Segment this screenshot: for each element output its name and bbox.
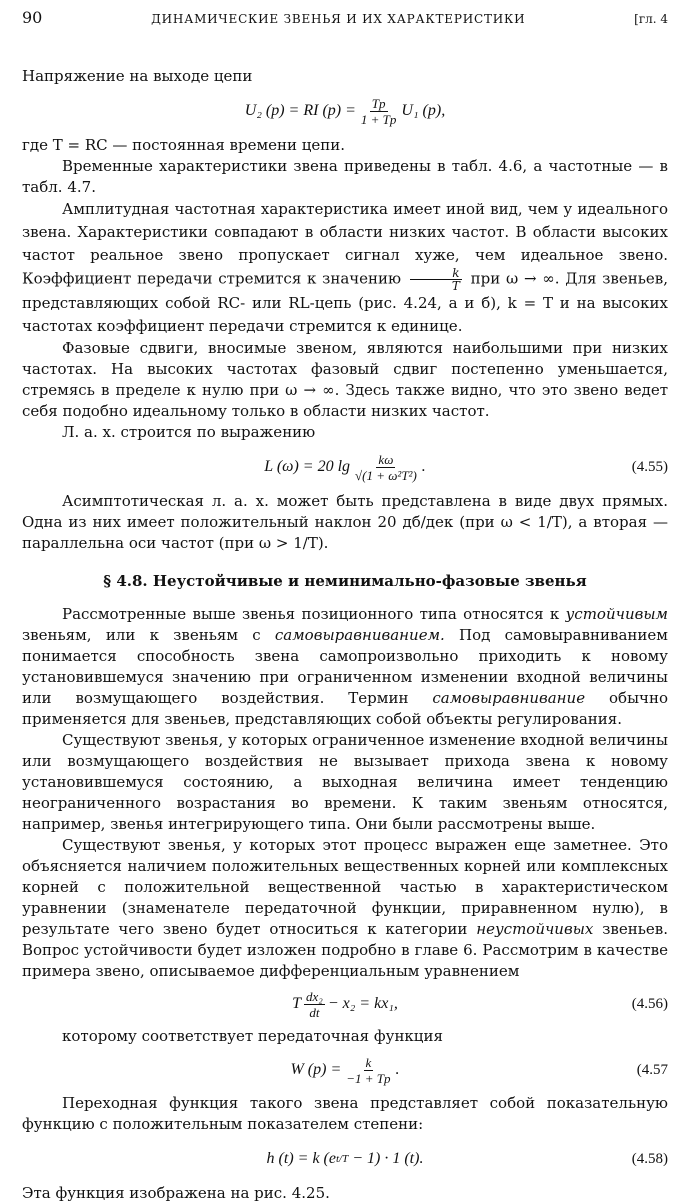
running-header [22, 8, 668, 36]
paragraph-amplitude [22, 198, 668, 338]
equation-voltage [22, 89, 668, 133]
fraction-denominator: 1 + Tp [360, 111, 397, 127]
fraction-numerator: k [410, 267, 461, 280]
paragraph-section-3-part-a: Существуют звенья, у которых этот процесс выражен еще заметнее. Это объясняется наличием положительных вещественных корней или комплексных корней с положительной вещественной частью в характеристическом уравнении (знаменателе передаточной функции, приравненном нулю), в результате чего звено будет относиться к категории [22, 836, 668, 938]
fraction-numerator: kω [378, 451, 394, 467]
page-number: 90 [22, 8, 43, 27]
paragraph-amplitude-part-a: Амплитудная частотная характеристика имеет иной вид, чем у идеального звена. Характеристики совпадают в области низких частот. В области высоких частот реальное звено пропускает сигнал хуже, чем идеальное звено. Коэффициент передачи стремится к значению [22, 200, 668, 288]
fraction-denominator: √(1 + ω²T²) [355, 467, 417, 483]
paragraph-phase: Фазовые сдвиги, вносимые звеном, являются наибольшими при низких частотах. На высоких частотах фазовый сдвиг постепенно уменьшается, стремясь в пределе к нулю при ω → ∞. Здесь также видно, что это звено ведет себя подобно идеальному только в области низких частот. [22, 339, 668, 420]
equation-4-58-lhs: h (t) = k (e [266, 1150, 336, 1167]
paragraph-section-2: Существуют звенья, у которых ограниченное изменение входной величины или возмущающего воздействия не вызывает прихода звена к новому установившемуся состоянию, а выходная величина имеет тенденцию неограниченного возрастания во времени. К таким звеньям относятся, например, звенья интегрирующего типа. Они были рассмотрены выше. [22, 731, 668, 833]
paragraph-where: где T = RC — постоянная времени цепи. [22, 136, 346, 154]
equation-voltage-rhs: U₁ (p), [401, 102, 446, 119]
fraction-numerator: dx₂ [306, 988, 323, 1004]
section-title: § 4.8. Неустойчивые и неминимально-фазовые звенья [103, 572, 587, 590]
equation-voltage-lhs: U₂ (p) = RI (p) = [244, 102, 356, 119]
fraction-denominator: dt [309, 1004, 320, 1020]
equation-4-55-fraction [353, 452, 419, 483]
equation-4-56 [22, 984, 668, 1024]
equation-number: (4.58) [631, 1150, 668, 1167]
paragraph-final: Эта функция изображена на рис. 4.25. [22, 1184, 330, 1202]
paragraph-section-1-part-c: Под самовыравниванием понимается способность звена самопроизвольно приходить к новому установившемуся значению при ограниченном изменении входной величины или возмущающего воздействия. Термин [22, 626, 668, 707]
equation-4-58-exponent: t/T [335, 1153, 349, 1165]
paragraph-section-1-part-a: Рассмотренные выше звенья позиционного типа относятся к [62, 605, 560, 623]
equation-4-55-tail: . [421, 458, 426, 475]
running-title: ДИНАМИЧЕСКИЕ ЗВЕНЬЯ И ИХ ХАРАКТЕРИСТИКИ [151, 12, 526, 26]
chapter-label: [гл. 4 [634, 12, 668, 26]
paragraph-asymptotic: Асимптотическая л. а. х. может быть представлена в виде двух прямых. Одна из них имеет положительный наклон 20 дб/дек (при ω < 1/T), а вторая — параллельна оси частот (при ω > 1/T). [22, 492, 668, 552]
paragraph-transient: Переходная функция такого звена представляет собой показательную функцию с положительным показателем степени: [22, 1094, 668, 1133]
page [22, 8, 668, 1204]
equation-4-58 [22, 1137, 668, 1181]
equation-voltage-fraction [359, 96, 399, 127]
fraction-numerator: k [365, 1054, 372, 1070]
equation-4-55 [22, 445, 668, 489]
paragraph-amplitude-fraction [410, 267, 462, 292]
term-self-leveling-2: самовыравнивание [432, 689, 586, 707]
paragraph-tables: Временные характеристики звена приведены в табл. 4.6, а частотные — в табл. 4.7. [22, 157, 668, 196]
paragraph-section-3 [22, 835, 668, 982]
term-unstable: неустойчивых [476, 920, 594, 938]
equation-number: (4.56) [631, 995, 668, 1012]
equation-4-56-fraction [304, 989, 325, 1020]
paragraph-section-1-part-b: звеньям, или к звеньям с [22, 626, 261, 644]
equation-number: (4.57 [636, 1061, 668, 1078]
equation-number: (4.55) [631, 458, 668, 475]
equation-4-55-lhs: L (ω) = 20 lg [264, 458, 351, 475]
equation-4-57-lhs: W (p) = [290, 1061, 342, 1078]
paragraph-lah: Л. а. х. строится по выражению [62, 423, 316, 441]
equation-4-58-rhs: − 1) · 1 (t). [352, 1150, 424, 1167]
equation-4-56-pre: T [292, 995, 302, 1012]
equation-4-57-tail: . [395, 1061, 400, 1078]
paragraph-voltage-intro: Напряжение на выходе цепи [22, 67, 253, 85]
paragraph-section-1-part-d: обычно применяется для звеньев, представляющих собой объекты регулирования. [22, 689, 668, 728]
fraction-denominator: T [451, 279, 460, 293]
paragraph-amplitude-part-b: при ω → ∞. Для звеньев, представляющих собой RC- или RL-цепь (рис. 4.24, а и б), k = T и на высоких частотах коэффициент передачи стремится к единице. [22, 269, 668, 335]
term-self-leveling: самовыравниванием. [274, 626, 445, 644]
paragraph-transfer: которому соответствует передаточная функция [62, 1027, 443, 1045]
equation-4-57 [22, 1049, 668, 1091]
fraction-denominator: −1 + Tp [346, 1070, 391, 1086]
paragraph-section-1 [22, 604, 668, 730]
equation-4-57-fraction [344, 1055, 392, 1086]
term-stable: устойчивым [565, 605, 668, 623]
paragraph-section-3-part-b: звеньев. Вопрос устойчивости будет изложен подробно в главе 6. Рассмотрим в качестве примера звено, описываемое дифференциальным уравнением [22, 920, 668, 980]
equation-4-56-post: − x₂ = kx₁, [327, 995, 398, 1012]
fraction-numerator: Tp [371, 95, 386, 111]
